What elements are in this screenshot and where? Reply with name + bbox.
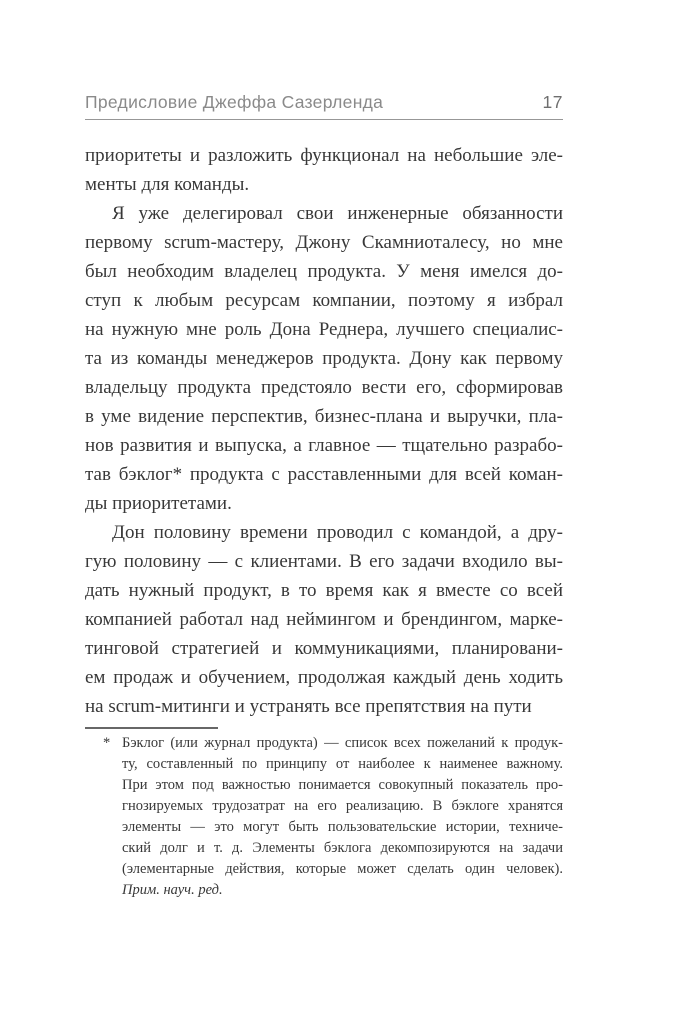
text-line: тинговой стратегией и коммуникациями, планировани- — [85, 638, 563, 659]
footnote-divider — [85, 727, 218, 729]
text-line: на нужную мне роль Дона Реднера, лучшего специалис- — [85, 319, 563, 340]
text-line: первому scrum-мастеру, Джону Скамниоталесу, но мне — [85, 232, 563, 253]
text-line: ту, составленный по принципу от наиболее к наименее важному. — [122, 756, 563, 772]
text-line: на scrum-митинги и устранять все препятствия на пути — [85, 696, 532, 717]
text-line: ды приоритетами. — [85, 493, 232, 514]
text-line: был необходим владелец продукта. У меня имелся до- — [85, 261, 563, 282]
text-line: приоритеты и разложить функционал на небольшие эле- — [85, 145, 563, 166]
text-line: менты для команды. — [85, 174, 250, 195]
text-line: владельцу продукта предстояло вести его, сформировав — [85, 377, 563, 398]
text-line: тав бэклог* продукта с расставленными для всей коман- — [85, 464, 563, 485]
paragraph — [85, 518, 563, 721]
text-line: Дон половину времени проводил с командой, а дру- — [112, 522, 563, 543]
text-line: (элементарные действия, которые может сделать один человек). — [122, 861, 563, 877]
text-line: та из команды менеджеров продукта. Дону как первому — [85, 348, 563, 369]
footnote-marker: * — [103, 735, 111, 751]
footnote — [103, 733, 563, 901]
text-line: Я уже делегировал свои инженерные обязанности — [112, 203, 563, 224]
text-line: ский долг и т. д. Элементы бэклога декомпозируются на задачи — [122, 840, 563, 856]
text-line: нов развития и выпуска, а главное — тщательно разрабо- — [85, 435, 563, 456]
paragraph — [85, 141, 563, 199]
text-line: ем продаж и обучением, продолжая каждый день ходить — [85, 667, 563, 688]
footnote-source-note: Прим. науч. ред. — [122, 882, 223, 898]
text-line: гнозируемых трудозатрат на его реализацию. В бэклоге хранятся — [122, 798, 563, 814]
text-line: компанией работал над неймингом и брендингом, марке- — [85, 609, 563, 630]
body-text — [85, 141, 563, 721]
text-line: Бэклог (или журнал продукта) — список всех пожеланий к продук- — [122, 735, 563, 751]
text-line: дать нужный продукт, в то время как я вместе со всей — [85, 580, 563, 601]
text-line: гую половину — с клиентами. В его задачи входило вы- — [85, 551, 563, 572]
paragraph — [85, 199, 563, 518]
text-line: ступ к любым ресурсам компании, поэтому я избрал — [85, 290, 563, 311]
text-line: элементы — это могут быть пользовательские истории, техниче- — [122, 819, 563, 835]
footnote-text — [122, 733, 563, 880]
header-divider — [85, 119, 563, 120]
text-line: в уме видение перспектив, бизнес-плана и выручки, пла- — [85, 406, 563, 427]
chapter-title: Предисловие Джеффа Сазерленда — [85, 92, 384, 112]
running-header — [85, 91, 563, 113]
page-number: 17 — [542, 92, 563, 112]
text-line: При этом под важностью понимается совокупный показатель про- — [122, 777, 563, 793]
